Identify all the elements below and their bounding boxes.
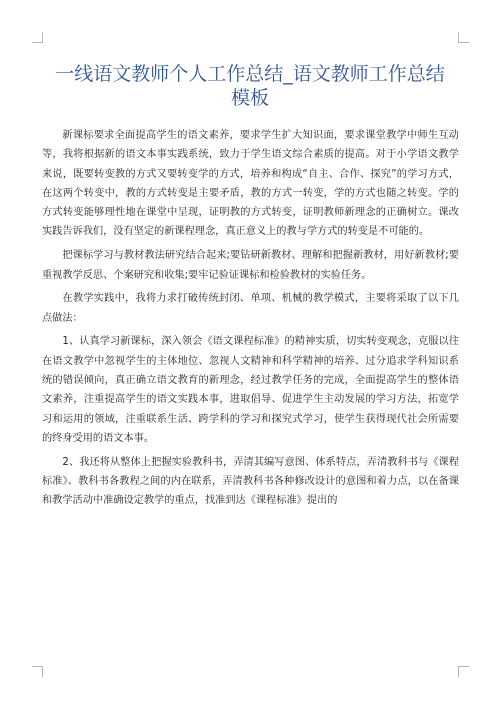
paragraph: 2、我还将从整体上把握实验教科书，弄清其编写意图、体系特点，弄清教科书与《课程标准》、教科书各教程之间的内在联系，弄清教科书各种修改设计的意图和着力点，以在备课和教学活动中准确设定教学的重点，找准到达《课程标准》提出的: [42, 456, 459, 507]
document-body: [42, 126, 459, 515]
crop-mark-top-left: [32, 32, 43, 43]
crop-mark-bottom-left: [32, 666, 43, 677]
document-title: 一线语文教师个人工作总结_语文教师工作总结模板: [55, 63, 445, 109]
crop-mark-bottom-right: [458, 666, 469, 677]
paragraph: 把课标学习与教材教法研究结合起来;要钻研新教材、理解和把握新教材，用好新教材;要重视教学反思、个案研究和收集;要牢记验证课标和检验教材的实验任务。: [42, 250, 459, 281]
paragraph: 新课标要求全面提高学生的语文素养，要求学生扩大知识面，要求课堂教学中师生互动等，我将根据新的语文本事实践系统，致力于学生语文综合素质的提高。对于小学语文教学来说，既要转变教的方式又要转变学的方式，培养和构成“自主、合作、探究”的学习方式，在这两个转变中，教的方式转变是主要矛盾，教的方式一转变，学的方式也随之转变。学的方式转变能够理性地在课堂中呈现，证明教的方式转变，证明教师新理念的正确树立。课改实践告诉我们，没有坚定的新课程理念，真正意义上的教与学方式的转变是不可能的。: [42, 130, 459, 238]
crop-mark-top-right: [458, 32, 469, 43]
paragraph: 在教学实践中，我将力求打破传统封闭、单项、机械的教学模式，主要将采取了以下几点做法：: [42, 293, 459, 324]
paragraph: 1、认真学习新课标，深入领会《语文课程标准》的精神实质，切实转变观念，克服以往在语文教学中忽视学生的主体地位、忽视人文精神和科学精神的培养、过分追求学科知识系统的错误倾向，真正确立语文教育的新理念，经过教学任务的完成，全面提高学生的整体语文素养，注重提高学生的语文实践本事，进取倡导、促进学生主动发展的学习方法，拓宽学习和运用的领域，注重联系生活、跨学科的学习和探究式学习，使学生获得现代社会所需要的终身受用的语文本事。: [42, 336, 459, 444]
